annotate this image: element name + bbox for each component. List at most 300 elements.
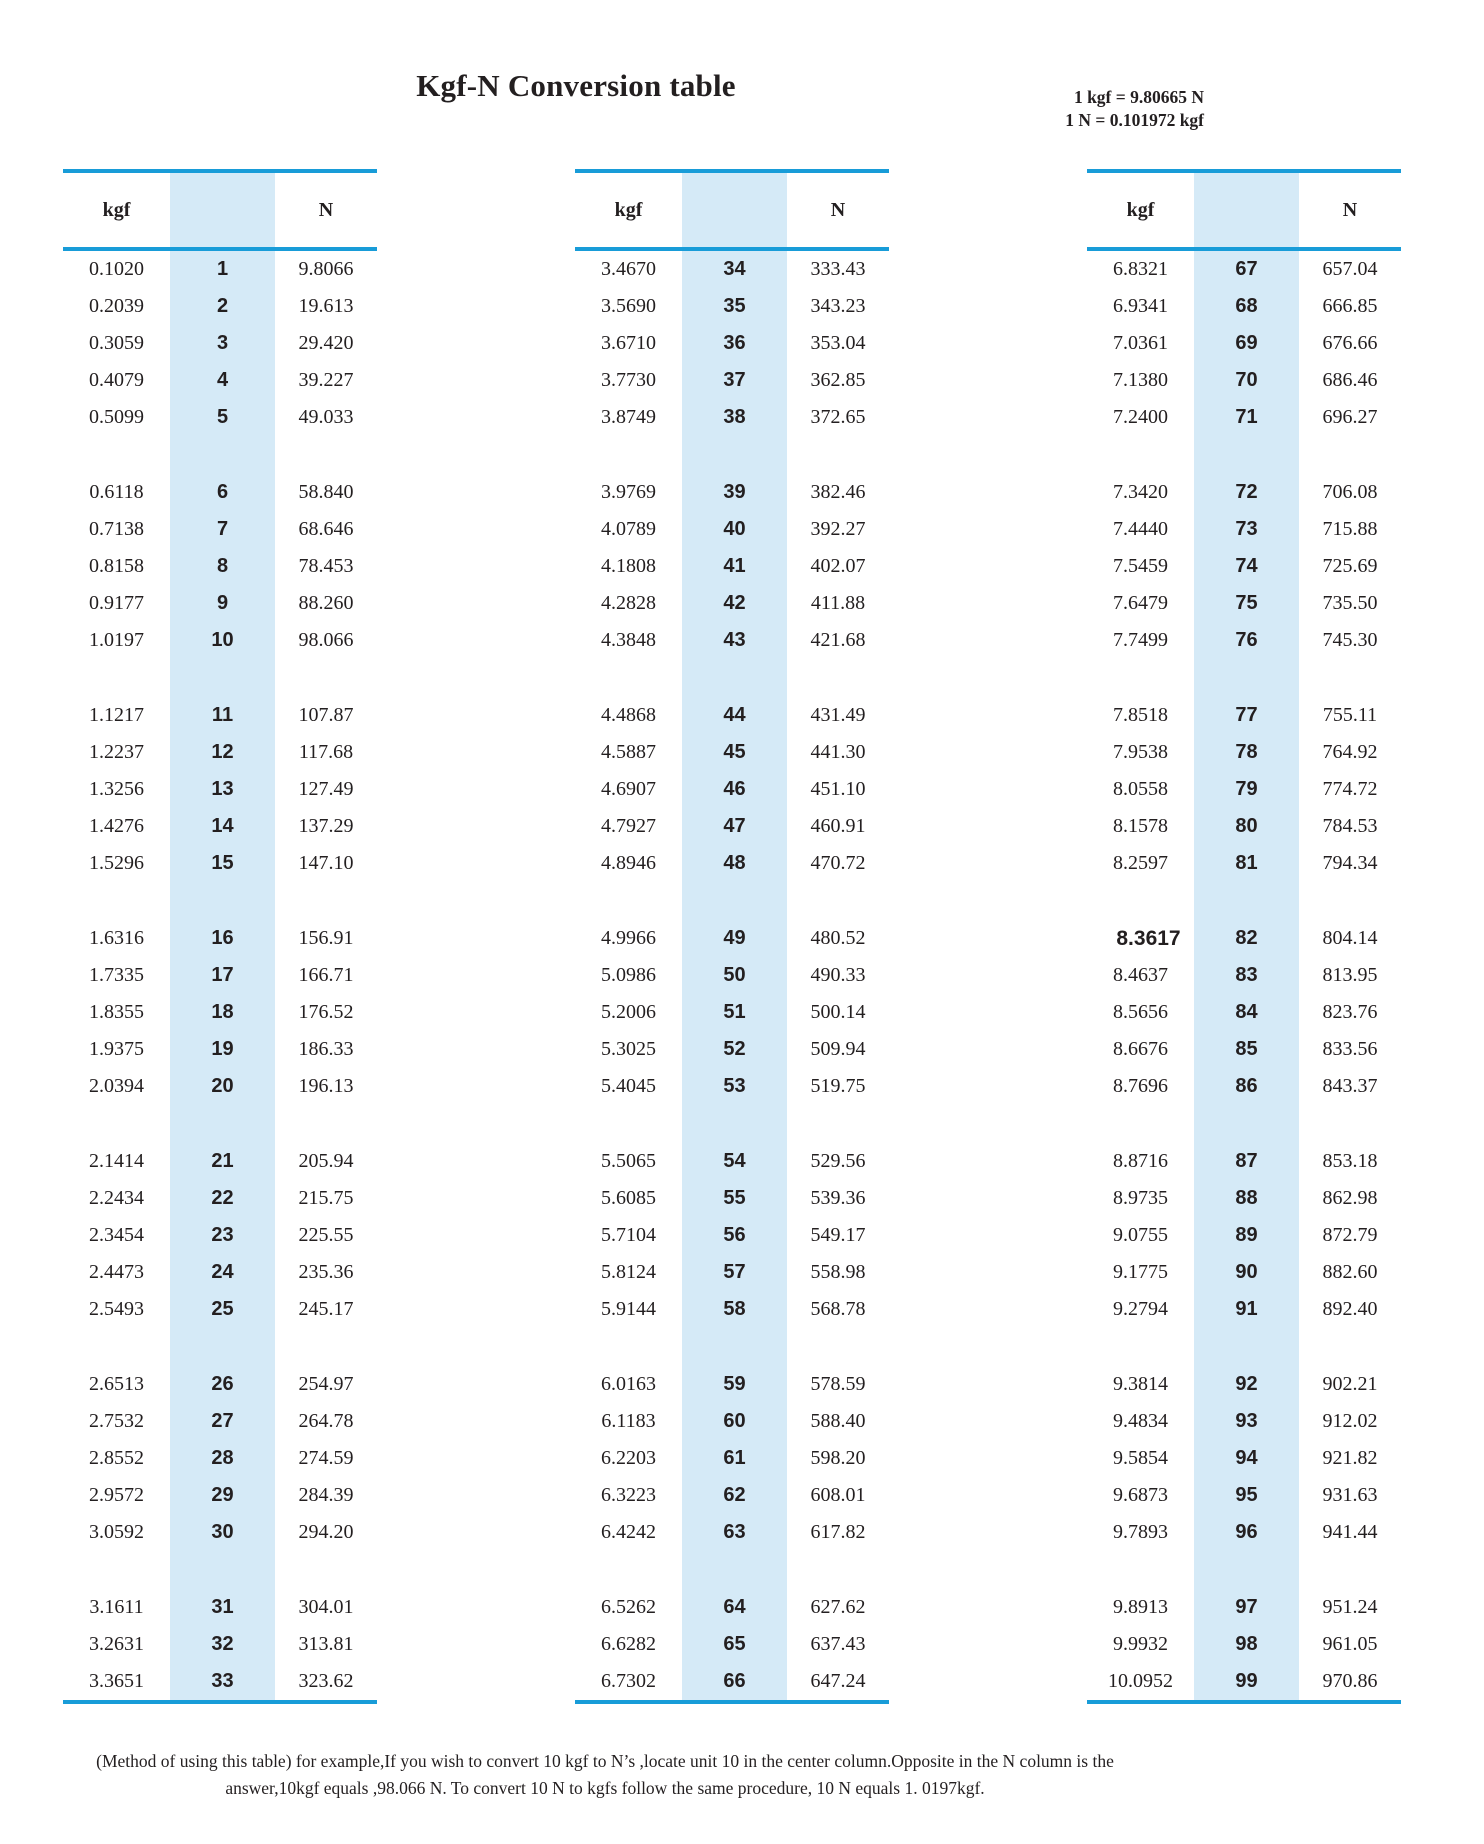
unit-value: 85 [1235, 1038, 1258, 1060]
table-row [1087, 1031, 1401, 1068]
unit-value: 24 [211, 1261, 234, 1283]
unit-value: 92 [1235, 1373, 1258, 1395]
kgf-value: 9.0755 [1113, 1224, 1168, 1246]
kgf-value: 2.4473 [89, 1261, 144, 1283]
table-row [63, 511, 377, 548]
kgf-value: 0.2039 [89, 295, 144, 317]
n-value: 843.37 [1322, 1075, 1378, 1097]
table-row [575, 1366, 889, 1403]
kgf-value: 2.0394 [89, 1075, 144, 1097]
n-value: 431.49 [810, 704, 866, 726]
kgf-column-header: kgf [1126, 198, 1155, 221]
table-row [63, 251, 377, 288]
kgf-value: 9.8913 [1113, 1596, 1168, 1618]
unit-value: 65 [723, 1633, 746, 1655]
n-value: 862.98 [1322, 1187, 1378, 1209]
table-row [1087, 1366, 1401, 1403]
unit-value: 39 [723, 481, 746, 503]
kgf-value: 7.8518 [1113, 704, 1168, 726]
unit-value: 31 [211, 1596, 234, 1618]
n-value: 333.43 [810, 258, 866, 280]
unit-value: 82 [1235, 927, 1258, 949]
n-value: 127.49 [298, 778, 354, 800]
n-value: 774.72 [1322, 778, 1378, 800]
table-row [575, 1180, 889, 1217]
kgf-value: 9.5854 [1113, 1447, 1168, 1469]
unit-value: 44 [723, 704, 746, 726]
kgf-value: 0.5099 [89, 406, 144, 428]
n-value: 647.24 [810, 1670, 866, 1692]
table-row [575, 1477, 889, 1514]
unit-value: 86 [1235, 1075, 1258, 1097]
table-row [63, 1366, 377, 1403]
unit-value: 75 [1235, 592, 1258, 614]
table-row [1087, 1143, 1401, 1180]
n-value: 755.11 [1322, 704, 1378, 726]
table-row [1087, 808, 1401, 845]
table-row [1087, 399, 1401, 436]
unit-value: 54 [723, 1150, 746, 1172]
unit-value: 60 [723, 1410, 746, 1432]
n-value: 323.62 [298, 1670, 354, 1692]
kgf-column-header: kgf [614, 198, 643, 221]
table-row [1087, 548, 1401, 585]
table-row [63, 845, 377, 882]
kgf-value: 2.3454 [89, 1224, 144, 1246]
kgf-value: 7.5459 [1113, 555, 1168, 577]
kgf-value: 4.6907 [601, 778, 656, 800]
table-row [63, 1068, 377, 1105]
n-value: 441.30 [810, 741, 866, 763]
n-value: 137.29 [298, 815, 354, 837]
n-value: 186.33 [298, 1038, 354, 1060]
kgf-value: 5.7104 [601, 1224, 656, 1246]
unit-value: 7 [216, 518, 229, 540]
unit-value: 43 [723, 629, 746, 651]
kgf-value: 8.3617 [1116, 926, 1181, 950]
n-value: 9.8066 [298, 258, 354, 280]
table-row [63, 957, 377, 994]
unit-value: 4 [216, 369, 229, 391]
table-row [575, 808, 889, 845]
factor-n-to-kgf: 1 N = 0.101972 kgf [1065, 110, 1204, 130]
unit-value: 27 [211, 1410, 234, 1432]
unit-value: 93 [1235, 1410, 1258, 1432]
kgf-value: 4.0789 [601, 518, 656, 540]
unit-value: 58 [723, 1298, 746, 1320]
table-row [63, 548, 377, 585]
table-row [575, 771, 889, 808]
n-value: 254.97 [298, 1373, 354, 1395]
n-value: 147.10 [298, 852, 354, 874]
table-row [63, 1031, 377, 1068]
n-value: 725.69 [1322, 555, 1378, 577]
unit-value: 88 [1235, 1187, 1258, 1209]
n-value: 176.52 [298, 1001, 354, 1023]
unit-value: 26 [211, 1373, 234, 1395]
kgf-value: 4.7927 [601, 815, 656, 837]
n-value: 49.033 [298, 406, 354, 428]
table-row [1087, 1068, 1401, 1105]
n-value: 313.81 [298, 1633, 354, 1655]
unit-value: 22 [211, 1187, 234, 1209]
table-row [575, 1143, 889, 1180]
n-value: 608.01 [810, 1484, 866, 1506]
unit-value: 94 [1235, 1447, 1258, 1469]
unit-value: 11 [211, 704, 234, 726]
kgf-value: 9.4834 [1113, 1410, 1168, 1432]
row-block [1087, 1366, 1401, 1551]
n-value: 666.85 [1322, 295, 1378, 317]
unit-value: 91 [1235, 1298, 1258, 1320]
n-value: 39.227 [298, 369, 354, 391]
table-row [1087, 734, 1401, 771]
row-block [63, 920, 377, 1105]
unit-value: 84 [1235, 1001, 1258, 1023]
unit-value: 33 [211, 1670, 234, 1692]
kgf-value: 1.4276 [89, 815, 144, 837]
table-row [63, 474, 377, 511]
n-value: 500.14 [810, 1001, 866, 1023]
unit-value: 17 [211, 964, 234, 986]
n-value: 970.86 [1322, 1670, 1378, 1692]
unit-value: 38 [723, 406, 746, 428]
kgf-value: 3.5690 [601, 295, 656, 317]
unit-value: 15 [211, 852, 234, 874]
n-value: 29.420 [298, 332, 354, 354]
table-row [63, 1403, 377, 1440]
row-block [575, 251, 889, 436]
n-value: 558.98 [810, 1261, 866, 1283]
kgf-value: 2.2434 [89, 1187, 144, 1209]
table-row [63, 808, 377, 845]
kgf-value: 8.6676 [1113, 1038, 1168, 1060]
n-value: 362.85 [810, 369, 866, 391]
kgf-value: 7.2400 [1113, 406, 1168, 428]
table-row [575, 994, 889, 1031]
table-row [575, 1031, 889, 1068]
row-block [575, 1143, 889, 1328]
table-group-2 [575, 169, 889, 1704]
n-value: 196.13 [298, 1075, 354, 1097]
n-value: 745.30 [1322, 629, 1378, 651]
table-row [575, 1403, 889, 1440]
kgf-value: 7.6479 [1113, 592, 1168, 614]
row-block [1087, 1143, 1401, 1328]
unit-value: 13 [211, 778, 234, 800]
kgf-value: 6.5262 [601, 1596, 656, 1618]
unit-value: 70 [1235, 369, 1258, 391]
unit-value: 16 [211, 927, 234, 949]
kgf-value: 5.3025 [601, 1038, 656, 1060]
unit-value: 57 [723, 1261, 746, 1283]
unit-value: 40 [723, 518, 746, 540]
unit-value: 30 [211, 1521, 234, 1543]
n-value: 931.63 [1322, 1484, 1378, 1506]
n-value: 961.05 [1322, 1633, 1378, 1655]
kgf-value: 6.6282 [601, 1633, 656, 1655]
usage-note-line-1: (Method of using this table) for example,If you wish to convert 10 kgf to N’s ,locate unit 10 in the center column.Opposite in the N column is the [96, 1751, 1114, 1771]
row-block [575, 920, 889, 1105]
n-value: 696.27 [1322, 406, 1378, 428]
kgf-value: 8.4637 [1113, 964, 1168, 986]
unit-value: 72 [1235, 481, 1258, 503]
unit-value: 12 [211, 741, 234, 763]
n-value: 735.50 [1322, 592, 1378, 614]
n-column-header: N [1342, 198, 1358, 221]
unit-value: 21 [211, 1150, 234, 1172]
table-row [63, 1291, 377, 1328]
kgf-value: 10.0952 [1108, 1670, 1173, 1692]
kgf-column-header: kgf [102, 198, 131, 221]
unit-value: 28 [211, 1447, 234, 1469]
unit-value: 79 [1235, 778, 1258, 800]
n-value: 166.71 [298, 964, 354, 986]
kgf-value: 8.0558 [1113, 778, 1168, 800]
n-value: 892.40 [1322, 1298, 1378, 1320]
kgf-value: 4.4868 [601, 704, 656, 726]
n-value: 88.260 [298, 592, 354, 614]
table-row [63, 362, 377, 399]
kgf-value: 7.1380 [1113, 369, 1168, 391]
kgf-value: 1.6316 [89, 927, 144, 949]
unit-value: 45 [723, 741, 746, 763]
table-row [575, 1254, 889, 1291]
kgf-value: 6.1183 [601, 1410, 656, 1432]
table-row [575, 1514, 889, 1551]
n-value: 912.02 [1322, 1410, 1378, 1432]
kgf-value: 5.4045 [601, 1075, 656, 1097]
unit-value: 19 [211, 1038, 234, 1060]
table-row [1087, 251, 1401, 288]
page-title: Kgf-N Conversion table [416, 68, 736, 103]
row-block [63, 697, 377, 882]
kgf-value: 9.7893 [1113, 1521, 1168, 1543]
n-value: 872.79 [1322, 1224, 1378, 1246]
table-row [1087, 1254, 1401, 1291]
table-row [63, 1254, 377, 1291]
table-row [1087, 1217, 1401, 1254]
unit-value: 29 [211, 1484, 234, 1506]
table-row [575, 845, 889, 882]
kgf-value: 1.0197 [89, 629, 144, 651]
n-value: 117.68 [298, 741, 354, 763]
table-row [63, 622, 377, 659]
table-row [63, 1217, 377, 1254]
table-rows [1087, 251, 1401, 1700]
kgf-value: 3.2631 [89, 1633, 144, 1655]
unit-value: 23 [211, 1224, 234, 1246]
kgf-value: 1.9375 [89, 1038, 144, 1060]
table-row [63, 399, 377, 436]
unit-value: 59 [723, 1373, 746, 1395]
n-value: 529.56 [810, 1150, 866, 1172]
n-value: 941.44 [1322, 1521, 1378, 1543]
kgf-value: 2.1414 [89, 1150, 144, 1172]
n-value: 784.53 [1322, 815, 1378, 837]
table-row [63, 771, 377, 808]
n-value: 304.01 [298, 1596, 354, 1618]
kgf-value: 5.0986 [601, 964, 656, 986]
unit-value: 20 [211, 1075, 234, 1097]
n-value: 823.76 [1322, 1001, 1378, 1023]
n-value: 215.75 [298, 1187, 354, 1209]
kgf-value: 3.8749 [601, 406, 656, 428]
unit-value: 63 [723, 1521, 746, 1543]
kgf-value: 4.8946 [601, 852, 656, 874]
n-value: 451.10 [810, 778, 866, 800]
n-value: 686.46 [1322, 369, 1378, 391]
unit-value: 55 [723, 1187, 746, 1209]
table-row [1087, 362, 1401, 399]
kgf-value: 9.1775 [1113, 1261, 1168, 1283]
kgf-value: 8.8716 [1113, 1150, 1168, 1172]
n-value: 245.17 [298, 1298, 354, 1320]
kgf-value: 4.9966 [601, 927, 656, 949]
n-value: 657.04 [1322, 258, 1378, 280]
table-row [1087, 957, 1401, 994]
table-row [63, 1514, 377, 1551]
unit-value: 34 [723, 258, 746, 280]
bottom-rule [575, 1700, 889, 1704]
table-row [1087, 474, 1401, 511]
n-value: 421.68 [810, 629, 866, 651]
kgf-value: 5.6085 [601, 1187, 656, 1209]
unit-value: 32 [211, 1633, 234, 1655]
unit-value: 10 [211, 629, 234, 651]
n-value: 205.94 [298, 1150, 354, 1172]
n-value: 402.07 [810, 555, 866, 577]
table-row [63, 585, 377, 622]
table-header [1087, 173, 1401, 247]
unit-value: 50 [723, 964, 746, 986]
unit-value: 64 [723, 1596, 746, 1618]
unit-value: 56 [723, 1224, 746, 1246]
unit-value: 9 [216, 592, 229, 614]
kgf-value: 4.1808 [601, 555, 656, 577]
n-value: 19.613 [298, 295, 354, 317]
unit-value: 41 [723, 555, 746, 577]
n-value: 519.75 [810, 1075, 866, 1097]
table-row [63, 1143, 377, 1180]
unit-value: 66 [723, 1670, 746, 1692]
table-row [1087, 920, 1401, 957]
kgf-value: 7.9538 [1113, 741, 1168, 763]
kgf-value: 3.3651 [89, 1670, 144, 1692]
table-row [575, 1440, 889, 1477]
row-block [1087, 697, 1401, 882]
kgf-value: 7.3420 [1113, 481, 1168, 503]
table-row [575, 511, 889, 548]
table-row [575, 585, 889, 622]
table-row [63, 1440, 377, 1477]
table-row [63, 1180, 377, 1217]
table-row [575, 362, 889, 399]
table-row [63, 325, 377, 362]
conversion-factors [1065, 86, 1204, 132]
unit-value: 47 [723, 815, 746, 837]
kgf-value: 1.3256 [89, 778, 144, 800]
table-row [575, 622, 889, 659]
n-value: 353.04 [810, 332, 866, 354]
kgf-value: 3.1611 [89, 1596, 144, 1618]
n-value: 156.91 [298, 927, 354, 949]
unit-value: 5 [216, 406, 229, 428]
table-row [575, 399, 889, 436]
unit-value: 14 [211, 815, 234, 837]
n-value: 853.18 [1322, 1150, 1378, 1172]
row-block [63, 474, 377, 659]
n-value: 617.82 [810, 1521, 866, 1543]
kgf-value: 0.7138 [89, 518, 144, 540]
n-value: 480.52 [810, 927, 866, 949]
table-row [1087, 325, 1401, 362]
kgf-value: 1.7335 [89, 964, 144, 986]
n-value: 921.82 [1322, 1447, 1378, 1469]
table-row [63, 1663, 377, 1700]
unit-value: 71 [1235, 406, 1258, 428]
kgf-value: 7.4440 [1113, 518, 1168, 540]
kgf-value: 5.8124 [601, 1261, 656, 1283]
kgf-value: 8.7696 [1113, 1075, 1168, 1097]
n-value: 715.88 [1322, 518, 1378, 540]
unit-value: 61 [723, 1447, 746, 1469]
n-value: 539.36 [810, 1187, 866, 1209]
table-row [575, 1068, 889, 1105]
table-rows [575, 251, 889, 1700]
n-value: 706.08 [1322, 481, 1378, 503]
table-row [575, 251, 889, 288]
table-row [1087, 585, 1401, 622]
kgf-value: 4.2828 [601, 592, 656, 614]
bottom-rule [1087, 1700, 1401, 1704]
unit-value: 52 [723, 1038, 746, 1060]
row-block [63, 1366, 377, 1551]
n-value: 951.24 [1322, 1596, 1378, 1618]
unit-value: 42 [723, 592, 746, 614]
kgf-value: 4.3848 [601, 629, 656, 651]
kgf-value: 2.9572 [89, 1484, 144, 1506]
unit-value: 37 [723, 369, 746, 391]
unit-value: 78 [1235, 741, 1258, 763]
row-block [1087, 251, 1401, 436]
n-value: 98.066 [298, 629, 354, 651]
unit-value: 46 [723, 778, 746, 800]
table-row [575, 1589, 889, 1626]
unit-value: 81 [1235, 852, 1258, 874]
table-row [1087, 1291, 1401, 1328]
kgf-value: 1.8355 [89, 1001, 144, 1023]
unit-value: 53 [723, 1075, 746, 1097]
table-row [575, 1217, 889, 1254]
n-value: 490.33 [810, 964, 866, 986]
n-value: 294.20 [298, 1521, 354, 1543]
table-row [1087, 1626, 1401, 1663]
unit-value: 90 [1235, 1261, 1258, 1283]
n-value: 411.88 [810, 592, 866, 614]
table-row [575, 1626, 889, 1663]
table-row [575, 1663, 889, 1700]
usage-note-line-2: answer,10kgf equals ,98.066 N. To convert 10 N to kgfs follow the same procedure, 10 N equals 1. 0197kgf. [225, 1778, 985, 1798]
unit-value: 77 [1235, 704, 1258, 726]
table-row [575, 288, 889, 325]
kgf-value: 9.6873 [1113, 1484, 1168, 1506]
n-column-header: N [318, 198, 334, 221]
table-row [1087, 1514, 1401, 1551]
table-row [63, 1626, 377, 1663]
row-block [575, 1366, 889, 1551]
kgf-value: 3.9769 [601, 481, 656, 503]
